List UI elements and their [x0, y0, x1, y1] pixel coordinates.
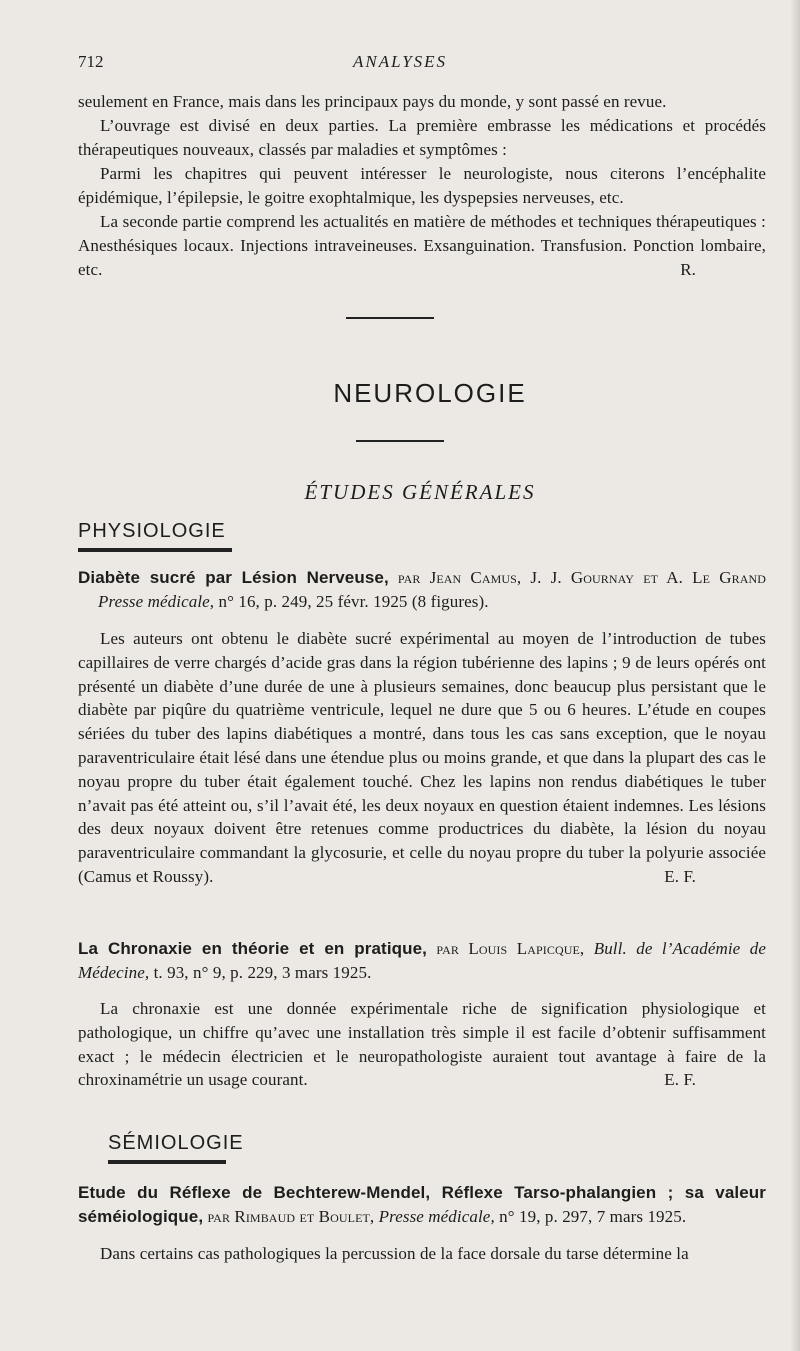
article-1-title: Diabète sucré par Lésion Nerveuse, — [78, 568, 389, 587]
article-1-journal: Presse médicale, — [98, 591, 215, 611]
section-rule-bottom — [356, 440, 444, 442]
intro-paragraph-2: L’ouvrage est divisé en deux parties. La première embrasse les médications et procédés thérapeutiques nouveaux, classés par maladies et symptômes : — [78, 116, 766, 159]
intro-paragraph-1: seulement en France, mais dans les principaux pays du monde, y sont passé en revue. — [78, 92, 667, 111]
article-1-signature: E. F. — [664, 866, 696, 886]
article-3-citation — [78, 1181, 766, 1229]
semiologie-heading-rule — [108, 1160, 226, 1164]
article-2-body-text: La chronaxie est une donnée expérimentale riche de signification physiologique et pathologique, un chiffre qu’avec une installation très simple il est facile d’obtenir suffisamment exact ; le médecin électricien et le neuropathologiste auraient tout avantage à faire de la chroxinamétrie un usage courant. — [78, 999, 766, 1090]
article-2-journal: Bull. de l’Académie de Médecine, — [78, 939, 767, 982]
page-number: 712 — [78, 52, 104, 71]
semiologie-heading: SÉMIOLOGIE — [108, 1132, 244, 1154]
article-2-reference: t. 93, n° 9, p. 229, 3 mars 1925. — [149, 962, 372, 982]
intro-paragraph-4 — [78, 210, 766, 281]
intro-signature: R. — [680, 259, 696, 279]
intro-paragraph-3: Parmi les chapitres qui peuvent intéresser le neurologiste, nous citerons l’encéphalite épidémique, l’épilepsie, le goitre exophtalmique, les dyspepsies nerveuses, etc. — [78, 164, 766, 207]
article-1-citation — [78, 566, 766, 614]
intro-paragraph-4-text: La seconde partie comprend les actualités en matière de méthodes et techniques thérapeutiques : Anesthésiques locaux. Injections intraveineuses. Exsanguination. Transfusion. Ponction lombaire, etc. — [78, 212, 766, 279]
article-2-signature: E. F. — [664, 1070, 696, 1090]
article-1-authors: par Jean Camus, J. J. Gournay et A. Le Grand — [388, 568, 766, 587]
article-3-reference: n° 19, p. 297, 7 mars 1925. — [494, 1206, 687, 1226]
article-2-title: La Chronaxie en théorie et en pratique, — [78, 939, 427, 958]
running-title: ANALYSES — [352, 52, 448, 71]
article-1-body — [78, 627, 766, 889]
article-2-authors: par Louis Lapicque, — [427, 939, 594, 958]
subsection-title: ÉTUDES GÉNÉRALES — [304, 480, 536, 504]
article-2-body — [78, 997, 766, 1092]
section-title: NEUROLOGIE — [333, 378, 527, 408]
section-rule-top — [346, 317, 434, 319]
article-1-reference: n° 16, p. 249, 25 févr. 1925 (8 figures). — [214, 591, 489, 611]
article-3-body: Dans certains cas pathologiques la percussion de la face dorsale du tarse détermine la — [100, 1244, 689, 1263]
article-1-body-text: Les auteurs ont obtenu le diabète sucré expérimental au moyen de l’introduction de tubes capillaires de verre chargés d’acide gras dans la région tubérienne des lapins ; 9 de leurs opérés ont présenté un diabète d’une durée de une à plusieurs semaines, donc beaucup plus persistant que le diabète par piqûre du quatrième ventricule, lequel ne dure que 5 ou 6 heures. L’étude en coupes sériées du tuber des lapins diabétiques a montré, dans tous les cas sans exception, que le noyau paraventriculaire était lésé dans une étendue plus ou moins grande, et que dans la plupart des cas le noyau propre du tuber était également touché. Chez les lapins non rendus diabétiques le tuber n’avait pas été atteint ou, s’il l’avait été, les deux noyaux en question étaient indemnes. Les lésions des deux noyaux doivent être retenues comme productrices du diabète, la lésion du noyau paraventriculaire commandant la glycosurie, et celle du noyau propre du tuber la polyurie associée (Camus et Roussy). — [78, 629, 766, 886]
article-3-journal: Presse médicale, — [378, 1206, 495, 1226]
physiologie-heading: PHYSIOLOGIE — [78, 520, 226, 542]
article-3-authors: par Rimbaud et Boulet, — [203, 1206, 379, 1226]
physiologie-heading-rule — [78, 548, 232, 552]
article-3-title: Etude du Réflexe de Bechterew-Mendel, Réflexe Tarso-phalangien ; sa valeur séméiologique, — [78, 1183, 766, 1226]
article-2-citation — [78, 937, 766, 985]
page-edge-shadow — [790, 0, 800, 1351]
